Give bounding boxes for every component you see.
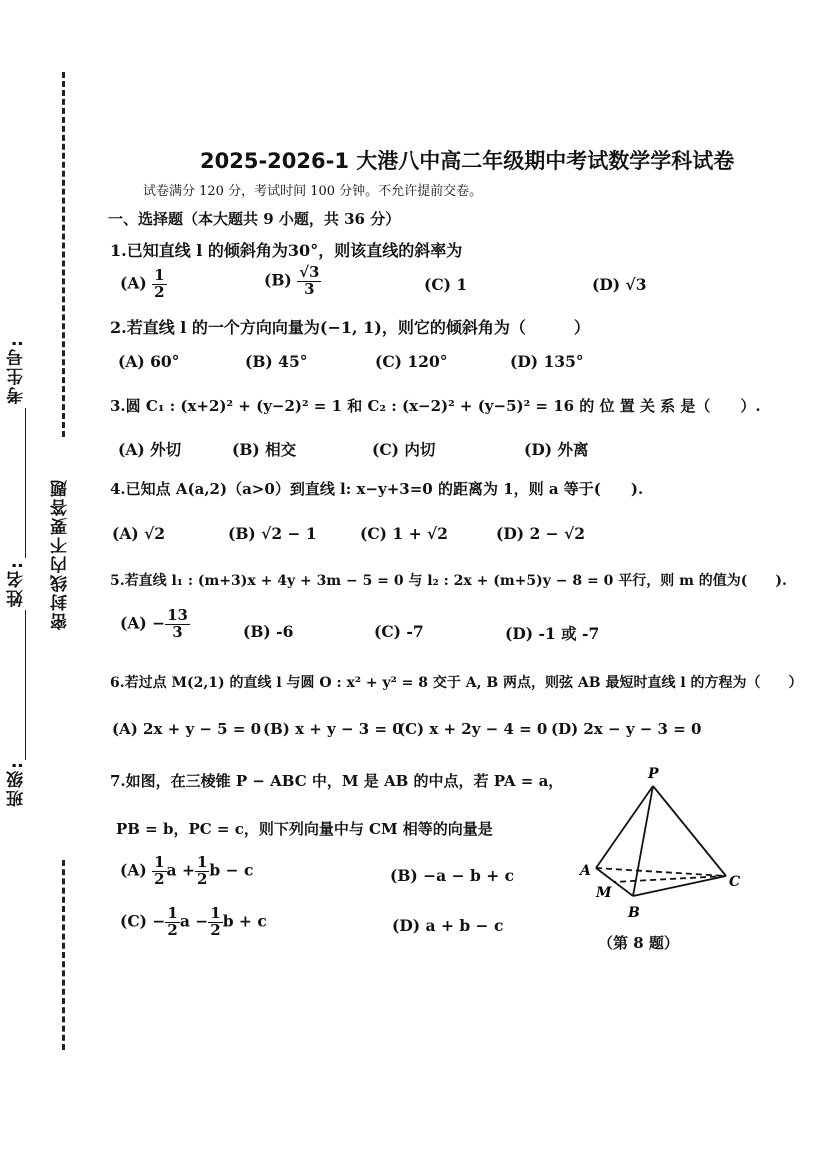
seal-line-top [62, 72, 65, 437]
question-6-stem: 6.若过点 M(2,1) 的直线 l 与圆 O : x² + y² = 8 交于 A, B 两点，则弦 AB 最短时直线 l 的方程为（ ） [110, 675, 803, 691]
q4-option-d[interactable]: (D) 2 − √2 [496, 524, 586, 543]
tetrahedron-figure [578, 762, 748, 932]
section-heading: 一、选择题（本大题共 9 小题，共 36 分） [108, 210, 401, 228]
q2-option-c[interactable]: (C) 120° [375, 352, 448, 371]
edge-pa [596, 786, 653, 868]
q2-option-a[interactable]: (A) 60° [118, 352, 180, 371]
q4-option-c[interactable]: (C) 1 + √2 [360, 524, 448, 543]
q3-option-d[interactable]: (D) 外离 [524, 440, 589, 459]
q6-option-d[interactable]: (D) 2x − y − 3 = 0 [551, 720, 702, 738]
q1-option-b[interactable]: (B) $\frac{√3}{3}$ [264, 263, 320, 298]
q4-option-a[interactable]: (A) √2 [112, 524, 166, 543]
question-2-stem: 2.若直线 l 的一个方向向量为(−1, 1)，则它的倾斜角为（ ） [110, 318, 590, 337]
label-c: C [729, 874, 741, 890]
exam-note: 试卷满分 120 分，考试时间 100 分钟。不允许提前交卷。 [143, 184, 483, 199]
label-m: M [596, 885, 612, 901]
question-7-stem-line2: PB = b，PC = c，则下列向量中与 CM 相等的向量是 [116, 820, 493, 838]
q1-option-a[interactable]: (A) $\frac{1}{2}$ [120, 266, 165, 301]
question-5-stem: 5.若直线 l₁ : (m+3)x + 4y + 3m − 5 = 0 与 l₂ : 2x + (m+5)y − 8 = 0 平行，则 m 的值为( ). [110, 573, 787, 589]
q4-option-b[interactable]: (B) √2 − 1 [228, 524, 317, 543]
q5-option-a[interactable]: (A) − $\frac{13}{3}$ [120, 606, 188, 641]
edge-bc [633, 876, 726, 896]
q5-option-c[interactable]: (C) -7 [374, 622, 424, 641]
q7-option-b[interactable]: (B) −a − b + c [390, 866, 515, 885]
q6-option-b[interactable]: (B) x + y − 3 = 0 [263, 720, 403, 738]
q7-a-frac2: $\frac{1}{2}$ [196, 853, 208, 888]
q3-option-b[interactable]: (B) 相交 [232, 440, 297, 459]
q1-a-fraction: $\frac{1}{2}$ [154, 266, 165, 301]
q1-option-d[interactable]: (D) √3 [592, 275, 647, 294]
label-p: P [648, 766, 659, 782]
label-a: A [580, 863, 591, 879]
question-1-stem: 1.已知直线 l 的倾斜角为30°，则该直线的斜率为 [110, 241, 463, 260]
q3-option-a[interactable]: (A) 外切 [118, 440, 182, 459]
q3-option-c[interactable]: (C) 内切 [372, 440, 436, 459]
seal-line-bottom [62, 860, 65, 1050]
question-4-stem: 4.已知点 A(a,2)（a>0）到直线 l: x−y+3=0 的距离为 1，则 a 等于( ). [110, 480, 644, 498]
q6-option-a[interactable]: (A) 2x + y − 5 = 0 [112, 720, 262, 738]
edge-pc [653, 786, 726, 876]
seat-label: 考生号: [7, 338, 27, 404]
class-label: 班级: [7, 760, 27, 807]
figure-caption: （第 8 题） [598, 934, 679, 952]
q7-option-a[interactable]: (A) $\frac{1}{2}$ a + $\frac{1}{2}$ b − c [120, 853, 254, 888]
q2-option-b[interactable]: (B) 45° [245, 352, 308, 371]
q7-option-d[interactable]: (D) a + b − c [392, 916, 504, 935]
q2-option-d[interactable]: (D) 135° [510, 352, 584, 371]
q7-c-frac1: $\frac{1}{2}$ [167, 904, 178, 939]
q7-a-frac1: $\frac{1}{2}$ [154, 853, 165, 888]
name-label: 姓名: [7, 560, 27, 607]
q7-c-frac2: $\frac{1}{2}$ [210, 904, 221, 939]
name-underline[interactable] [25, 610, 26, 760]
question-7-stem-line1: 7.如图，在三棱锥 P − ABC 中，M 是 AB 的中点，若 PA = a， [110, 772, 564, 790]
edge-ac [596, 868, 726, 876]
q6-option-c[interactable]: (C) x + 2y − 4 = 0 [398, 720, 548, 738]
question-3-stem: 3.圆 C₁ : (x+2)² + (y−2)² = 1 和 C₂ : (x−2)² + (y−5)² = 16 的 位 置 关 系 是（ ）. [110, 397, 761, 415]
exam-title: 2025-2026-1 大港八中高二年级期中考试数学学科试卷 [200, 149, 735, 173]
q7-option-c[interactable]: (C) − $\frac{1}{2}$ a − $\frac{1}{2}$ b + c [120, 904, 267, 939]
edge-pb [633, 786, 653, 896]
q1-option-c[interactable]: (C) 1 [424, 275, 468, 294]
seal-warning: 密封线内不要答题 [51, 478, 71, 630]
q1-b-fraction: $\frac{√3}{3}$ [299, 263, 320, 298]
seat-underline[interactable] [25, 408, 26, 558]
label-b: B [628, 905, 640, 921]
q5-a-fraction: $\frac{13}{3}$ [167, 606, 188, 641]
q5-option-b[interactable]: (B) -6 [243, 622, 294, 641]
q5-option-d[interactable]: (D) -1 或 -7 [505, 624, 600, 643]
